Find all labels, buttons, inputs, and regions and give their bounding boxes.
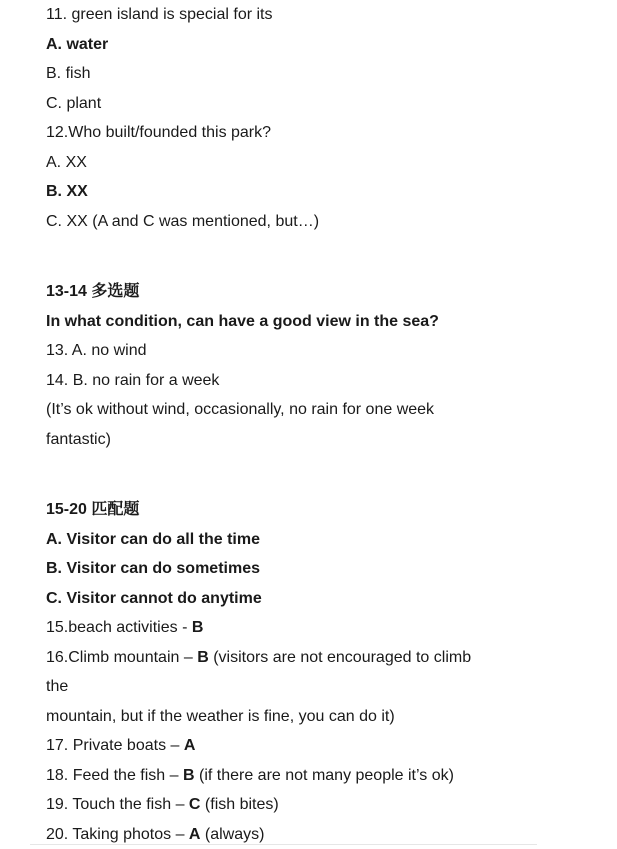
question-13-14: In what condition, can have a good view in the sea? [46,307,586,337]
item-20-text: 20. Taking photos – [46,826,189,843]
item-16-note: (visitors are not encouraged to climb [209,649,471,666]
item-18-text: 18. Feed the fish – [46,767,183,784]
section-heading-15-20: 15-20 匹配题 [46,495,586,525]
q11-option-b: B. fish [46,59,586,89]
q12-option-a: A. XX [46,148,586,178]
item-15-text: 15.beach activities - [46,619,192,636]
q11-option-a-correct: A. water [46,30,586,60]
item-18-note: (if there are not many people it’s ok) [195,767,454,784]
answer-13: 13. A. no wind [46,336,586,366]
q12-option-b-correct: B. XX [46,177,586,207]
item-19-note: (fish bites) [200,796,278,813]
question-11: 11. green island is special for its [46,0,586,30]
item-15 [46,613,586,643]
note-13-14-line1: (It’s ok without wind, occasionally, no rain for one week [46,395,586,425]
q12-option-c: C. XX (A and C was mentioned, but…) [46,207,586,237]
section-gap [46,454,586,495]
item-18-answer: B [183,767,195,784]
item-17-answer: A [184,737,196,754]
section-heading-13-14: 13-14 多选题 [46,277,586,307]
item-20-note: (always) [200,826,264,843]
legend-a: A. Visitor can do all the time [46,525,586,555]
answer-14: 14. B. no rain for a week [46,366,586,396]
legend-b: B. Visitor can do sometimes [46,554,586,584]
item-19 [46,790,586,820]
q11-option-c: C. plant [46,89,586,119]
item-16-answer: B [197,649,209,666]
item-17 [46,731,586,761]
section-gap [46,236,586,277]
item-19-answer: C [189,796,201,813]
legend-c: C. Visitor cannot do anytime [46,584,586,614]
item-16-continued-2: mountain, but if the weather is fine, you can do it) [46,702,586,732]
item-16 [46,643,586,673]
item-16-continued: the [46,672,586,702]
item-16-text: 16.Climb mountain – [46,649,197,666]
document-page [46,0,586,849]
item-19-text: 19. Touch the fish – [46,796,189,813]
item-20-answer: A [189,826,201,843]
question-12: 12.Who built/founded this park? [46,118,586,148]
item-18 [46,761,586,791]
note-13-14-line2: fantastic) [46,425,586,455]
item-15-answer: B [192,619,204,636]
item-17-text: 17. Private boats – [46,737,184,754]
